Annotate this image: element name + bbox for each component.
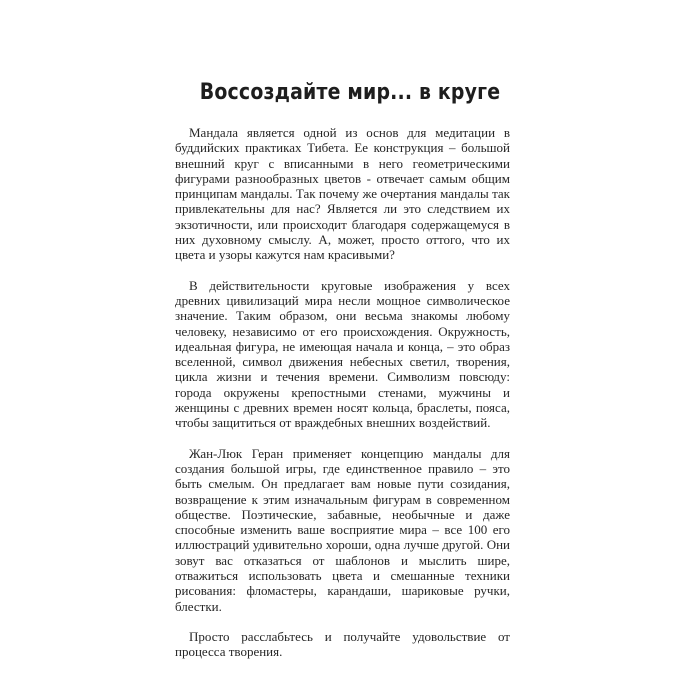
paragraph-mandala-intro: Мандала является одной из основ для медитации в буддийских практиках Тибета. Ее конструкция – большой внешний круг с вписанными в него геометрическими фигурами разнообразных цветов - отвечает самым общим принципам мандалы. Так почему же очертания мандалы так привлекательны для нас? Является ли это следствием их экзотичности, или происходит благодаря содержащемуся в них духовному смыслу. А, может, просто оттого, что их цвета и узоры кажутся нам красивыми?: [175, 125, 510, 263]
page-title: Воссоздайте мир... в круге: [199, 80, 501, 105]
paragraph-circle-symbolism: В действительности круговые изображения у всех древних цивилизаций мира несли мощное символическое значение. Таким образом, они весьма знакомы любому человеку, независимо от его происхождения. Окружность, идеальная фигура, не имеющая начала и конца, – это образ вселенной, символ движения небесных светил, творения, цикла жизни и течения времени. Символизм повсюду: города окружены крепостными стенами, мужчины и женщины с древних времен носят кольца, браслеты, пояса, чтобы защититься от враждебных внешних воздействий.: [175, 277, 510, 431]
paragraph-author: Жан-Люк Геран применяет концепцию мандалы для создания большой игры, где единственное правило – это быть смелым. Он предлагает вам новые пути созидания, возвращение к этим изначальным фигурам в современном обществе. Поэтические, забавные, необычные и даже способные изменить ваше восприятие мира – все 100 его иллюстраций удивительно хороши, одна лучше другой. Они зовут вас отказаться от шаблонов и мыслить шире, отважиться использовать цвета и смешанные техники рисования: фломастеры, карандаши, шариковые ручки, блестки.: [175, 445, 510, 614]
paragraph-closing: Просто расслабьтесь и получайте удовольствие от процесса творения.: [175, 628, 510, 660]
body-text: [175, 125, 510, 675]
